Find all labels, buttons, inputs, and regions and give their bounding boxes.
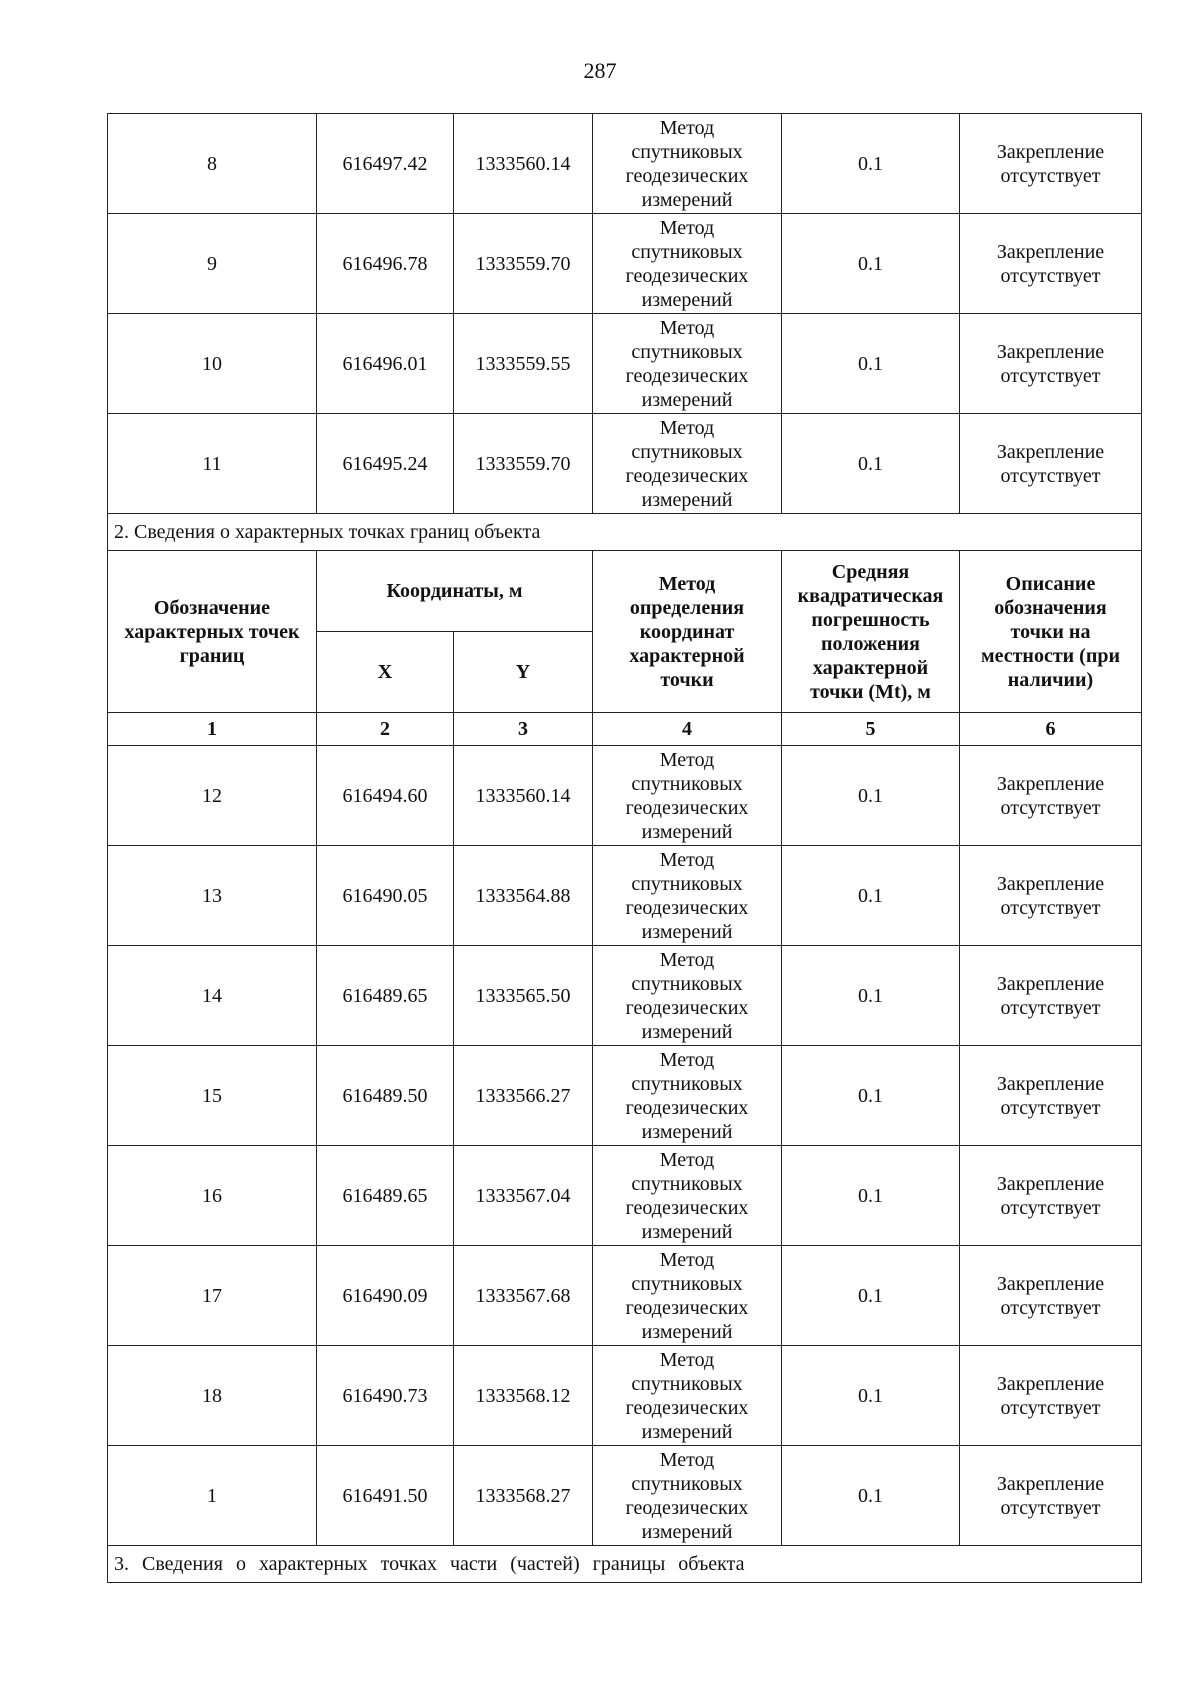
table-row bbox=[108, 114, 1142, 214]
method: Метод спутниковых геодезических измерений bbox=[593, 1346, 782, 1446]
method: Метод спутниковых геодезических измерений bbox=[593, 214, 782, 314]
coord-y: 1333568.27 bbox=[454, 1446, 593, 1546]
description: Закрепление отсутствует bbox=[960, 214, 1142, 314]
coord-y: 1333559.70 bbox=[454, 214, 593, 314]
mean-error: 0.1 bbox=[782, 1346, 960, 1446]
method: Метод спутниковых геодезических измерений bbox=[593, 1046, 782, 1146]
coord-y: 1333567.68 bbox=[454, 1246, 593, 1346]
coord-y: 1333560.14 bbox=[454, 746, 593, 846]
column-number: 6 bbox=[960, 713, 1142, 746]
coord-x: 616489.50 bbox=[317, 1046, 454, 1146]
method: Метод спутниковых геодезических измерений bbox=[593, 314, 782, 414]
point-number: 12 bbox=[108, 746, 317, 846]
header-point-designation: Обозначение характерных точек границ bbox=[108, 551, 317, 713]
description: Закрепление отсутствует bbox=[960, 1146, 1142, 1246]
table-row bbox=[108, 846, 1142, 946]
header-coordinates: Координаты, м bbox=[317, 551, 593, 632]
point-number: 15 bbox=[108, 1046, 317, 1146]
mean-error: 0.1 bbox=[782, 946, 960, 1046]
coord-x: 616489.65 bbox=[317, 1146, 454, 1246]
top-rows bbox=[108, 114, 1142, 514]
description: Закрепление отсутствует bbox=[960, 1046, 1142, 1146]
column-numbers-row bbox=[108, 713, 1142, 746]
header-y: Y bbox=[454, 632, 593, 713]
coord-y: 1333564.88 bbox=[454, 846, 593, 946]
coord-x: 616490.09 bbox=[317, 1246, 454, 1346]
boundary-points-table bbox=[107, 113, 1142, 1583]
mean-error: 0.1 bbox=[782, 746, 960, 846]
coord-x: 616490.05 bbox=[317, 846, 454, 946]
coord-x: 616496.01 bbox=[317, 314, 454, 414]
section-3-title: 3. Сведения о характерных точках части (частей) границы объекта bbox=[108, 1546, 1142, 1583]
method: Метод спутниковых геодезических измерений bbox=[593, 946, 782, 1046]
point-number: 13 bbox=[108, 846, 317, 946]
method: Метод спутниковых геодезических измерений bbox=[593, 1246, 782, 1346]
coord-x: 616497.42 bbox=[317, 114, 454, 214]
method: Метод спутниковых геодезических измерений bbox=[593, 846, 782, 946]
header-x: X bbox=[317, 632, 454, 713]
table-row bbox=[108, 314, 1142, 414]
coord-y: 1333565.50 bbox=[454, 946, 593, 1046]
point-number: 1 bbox=[108, 1446, 317, 1546]
description: Закрепление отсутствует bbox=[960, 114, 1142, 214]
coord-y: 1333567.04 bbox=[454, 1146, 593, 1246]
column-number: 4 bbox=[593, 713, 782, 746]
column-number: 5 bbox=[782, 713, 960, 746]
point-number: 9 bbox=[108, 214, 317, 314]
mean-error: 0.1 bbox=[782, 1146, 960, 1246]
coord-x: 616490.73 bbox=[317, 1346, 454, 1446]
table-row bbox=[108, 1246, 1142, 1346]
description: Закрепление отсутствует bbox=[960, 946, 1142, 1046]
table-row bbox=[108, 1046, 1142, 1146]
coord-y: 1333559.55 bbox=[454, 314, 593, 414]
header-method: Метод определения координат характерной точки bbox=[593, 551, 782, 713]
description: Закрепление отсутствует bbox=[960, 414, 1142, 514]
coord-y: 1333559.70 bbox=[454, 414, 593, 514]
mean-error: 0.1 bbox=[782, 114, 960, 214]
header-mean-error: Средняя квадратическая погрешность положения характерной точки (Mt), м bbox=[782, 551, 960, 713]
table-row bbox=[108, 1446, 1142, 1546]
point-number: 10 bbox=[108, 314, 317, 414]
mean-error: 0.1 bbox=[782, 414, 960, 514]
column-number: 2 bbox=[317, 713, 454, 746]
mean-error: 0.1 bbox=[782, 314, 960, 414]
point-number: 14 bbox=[108, 946, 317, 1046]
table-row bbox=[108, 746, 1142, 846]
table-row bbox=[108, 1146, 1142, 1246]
description: Закрепление отсутствует bbox=[960, 1446, 1142, 1546]
coord-y: 1333568.12 bbox=[454, 1346, 593, 1446]
point-number: 11 bbox=[108, 414, 317, 514]
description: Закрепление отсутствует bbox=[960, 1246, 1142, 1346]
coord-x: 616491.50 bbox=[317, 1446, 454, 1546]
coord-x: 616495.24 bbox=[317, 414, 454, 514]
method: Метод спутниковых геодезических измерений bbox=[593, 1146, 782, 1246]
description: Закрепление отсутствует bbox=[960, 1346, 1142, 1446]
coord-x: 616494.60 bbox=[317, 746, 454, 846]
mean-error: 0.1 bbox=[782, 1446, 960, 1546]
table-row bbox=[108, 214, 1142, 314]
coord-y: 1333560.14 bbox=[454, 114, 593, 214]
description: Закрепление отсутствует bbox=[960, 846, 1142, 946]
page-number: 287 bbox=[583, 58, 617, 83]
mean-error: 0.1 bbox=[782, 846, 960, 946]
header-description: Описание обозначения точки на местности (при наличии) bbox=[960, 551, 1142, 713]
point-number: 17 bbox=[108, 1246, 317, 1346]
description: Закрепление отсутствует bbox=[960, 314, 1142, 414]
table-row bbox=[108, 414, 1142, 514]
mean-error: 0.1 bbox=[782, 1246, 960, 1346]
description: Закрепление отсутствует bbox=[960, 746, 1142, 846]
coord-x: 616496.78 bbox=[317, 214, 454, 314]
point-number: 18 bbox=[108, 1346, 317, 1446]
method: Метод спутниковых геодезических измерений bbox=[593, 414, 782, 514]
point-number: 16 bbox=[108, 1146, 317, 1246]
method: Метод спутниковых геодезических измерений bbox=[593, 746, 782, 846]
mean-error: 0.1 bbox=[782, 1046, 960, 1146]
table-row bbox=[108, 1346, 1142, 1446]
method: Метод спутниковых геодезических измерений bbox=[593, 114, 782, 214]
section-2-title: 2. Сведения о характерных точках границ объекта bbox=[108, 514, 1142, 551]
coord-y: 1333566.27 bbox=[454, 1046, 593, 1146]
mean-error: 0.1 bbox=[782, 214, 960, 314]
point-number: 8 bbox=[108, 114, 317, 214]
column-number: 1 bbox=[108, 713, 317, 746]
bottom-rows bbox=[108, 746, 1142, 1546]
column-number: 3 bbox=[454, 713, 593, 746]
table-row bbox=[108, 946, 1142, 1046]
coord-x: 616489.65 bbox=[317, 946, 454, 1046]
method: Метод спутниковых геодезических измерений bbox=[593, 1446, 782, 1546]
